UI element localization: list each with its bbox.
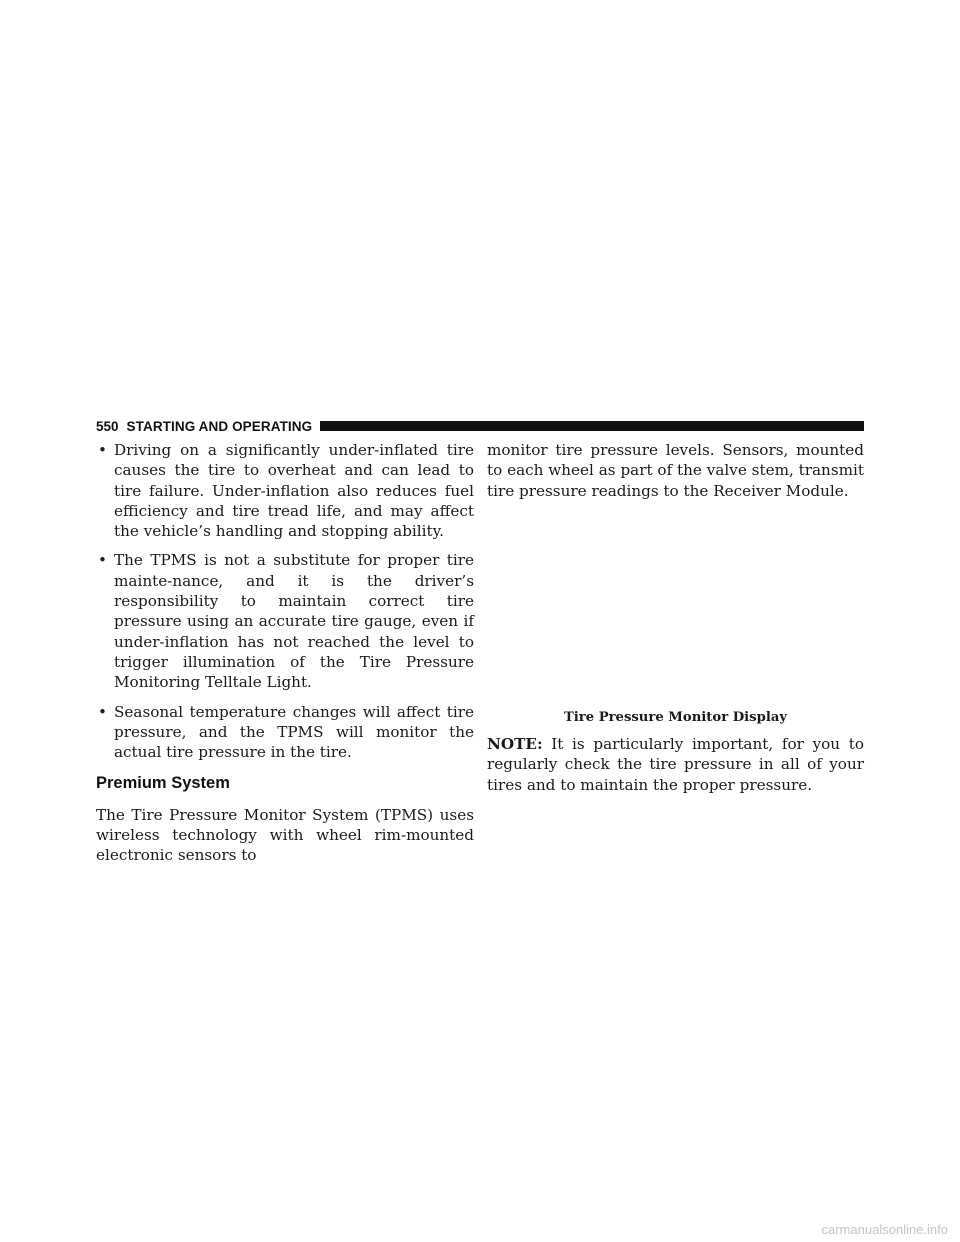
bullet-item — [96, 702, 474, 763]
body-paragraph: monitor tire pressure levels. Sensors, mounted to each wheel as part of the valve stem, transmit tire pressure readings to the Receiver Module. — [487, 441, 864, 500]
bullet-icon: • — [98, 441, 107, 459]
watermark: carmanualsonline.info — [821, 1222, 948, 1237]
bullet-item — [96, 550, 474, 692]
body-paragraph: The Tire Pressure Monitor System (TPMS) uses wireless technology with wheel rim-mounted electronic sensors to — [96, 805, 474, 865]
figure-image-area — [487, 501, 864, 708]
figure-caption: Tire Pressure Monitor Display — [563, 709, 788, 725]
right-column — [487, 440, 864, 795]
note-text: It is particularly important, for you to regularly check the tire pressure in all of your tires and to maintain the proper pressure. — [487, 735, 864, 794]
note-paragraph — [487, 734, 864, 795]
header-rule — [320, 421, 864, 431]
section-title: STARTING AND OPERATING — [126, 418, 313, 434]
bullet-icon: • — [98, 551, 107, 570]
left-column — [96, 440, 474, 866]
page-number: 550 — [96, 418, 119, 434]
bullet-item — [96, 440, 474, 541]
bullet-text: The TPMS is not a substitute for proper tire mainte-nance, and it is the driver’s responsibility to maintain correct tire pressure using an accurate tire gauge, even if under-inflation has not reached the level to trigger illumination of the Tire Pressure Monitoring Telltale Light. — [114, 551, 474, 692]
bullet-text: Seasonal temperature changes will affect tire pressure, and the TPMS will monitor the actual tire pressure in the tire. — [114, 702, 474, 762]
note-label: NOTE: — [487, 735, 543, 754]
bullet-text: Driving on a significantly under-inflated tire causes the tire to overheat and can lead to tire failure. Under-inflation also reduces fuel efficiency and tire tread life, and may affect the vehicle’s handling and stopping ability. — [114, 441, 474, 541]
bullet-icon: • — [98, 702, 107, 721]
page-header — [96, 418, 864, 434]
section-subheading: Premium System — [96, 774, 230, 793]
